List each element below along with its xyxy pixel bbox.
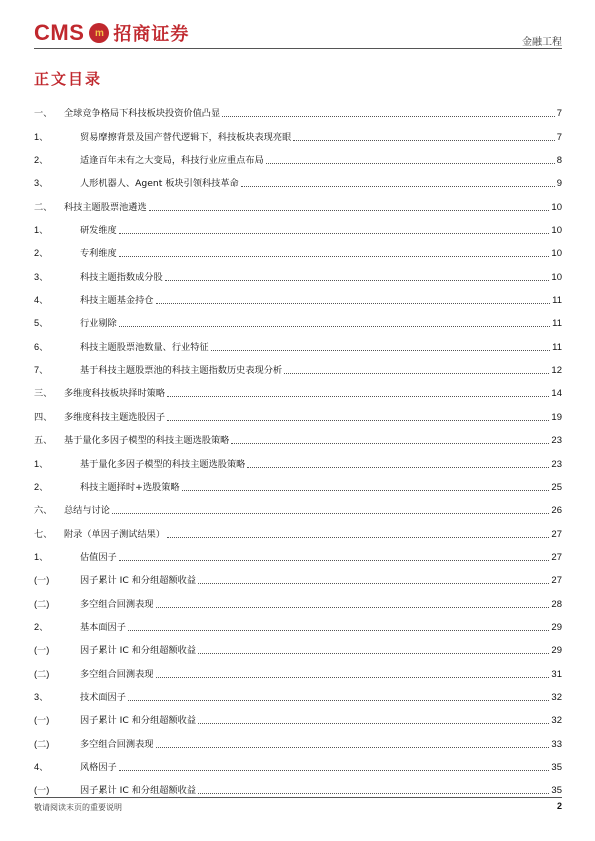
toc-entry[interactable] — [34, 189, 562, 212]
toc-entry[interactable] — [34, 329, 562, 352]
toc-entry-page: 23 — [551, 458, 562, 470]
footer-disclaimer: 敬请阅读末页的重要说明 — [34, 803, 122, 812]
toc-entry-page: 25 — [551, 481, 562, 493]
footer-divider — [34, 797, 562, 798]
toc-entry-number: 1、 — [34, 225, 49, 236]
toc-leader-dots — [128, 700, 549, 701]
toc-leader-dots — [167, 420, 549, 421]
toc-leader-dots — [222, 116, 555, 117]
toc-entry-title[interactable]: 专利维度 — [80, 248, 117, 260]
toc-entry-page: 14 — [551, 388, 562, 400]
toc-entry-title[interactable]: 因子累计 IC 和分组超额收益 — [80, 785, 197, 797]
toc-entry-number: 一、 — [34, 108, 53, 119]
toc-entry-page: 11 — [552, 295, 562, 307]
toc-entry[interactable] — [34, 656, 562, 679]
toc-entry-number: 1、 — [34, 551, 49, 562]
toc-entry-number: 2、 — [34, 155, 49, 166]
toc-entry[interactable] — [34, 353, 562, 376]
toc-entry[interactable] — [34, 516, 562, 539]
toc-entry-number: (一) — [34, 715, 50, 726]
toc-entry-title[interactable]: 多空组合回测表现 — [80, 738, 154, 750]
toc-leader-dots — [119, 560, 550, 561]
toc-entry-title[interactable]: 因子累计 IC 和分组超额收益 — [80, 575, 197, 587]
toc-leader-dots — [198, 723, 549, 724]
toc-entry-number: 五、 — [34, 435, 53, 446]
toc-entry-page: 32 — [551, 691, 562, 703]
toc-entry-page: 29 — [551, 621, 562, 633]
toc-entry-number: 4、 — [34, 761, 49, 772]
toc-entry-number: 4、 — [34, 295, 49, 306]
logo-company-name: 招商证券 — [113, 24, 190, 45]
toc-entry[interactable] — [34, 283, 562, 306]
toc-entry[interactable] — [34, 470, 562, 493]
toc-entry-title[interactable]: 贸易摩擦背景及国产替代逻辑下，科技板块表现亮眼 — [80, 131, 292, 143]
toc-leader-dots — [247, 467, 549, 468]
cms-logo — [34, 18, 189, 48]
toc-entry[interactable] — [34, 166, 562, 189]
toc-entry[interactable] — [34, 680, 562, 703]
toc-entry[interactable] — [34, 633, 562, 656]
toc-entry-number: (二) — [34, 668, 50, 679]
toc-leader-dots — [198, 583, 549, 584]
toc-entry-title[interactable]: 多空组合回测表现 — [80, 668, 154, 680]
toc-entry-page: 27 — [551, 551, 562, 563]
toc-entry-page: 10 — [551, 248, 562, 260]
toc-entry-number: 7、 — [34, 365, 49, 376]
toc-entry-page: 19 — [551, 411, 562, 423]
toc-entry-page: 7 — [556, 108, 562, 120]
report-category: 金融工程 — [522, 37, 562, 48]
toc-entry-page: 27 — [551, 528, 562, 540]
toc-leader-dots — [119, 770, 550, 771]
toc-entry-title[interactable]: 科技主题股票池遴选 — [64, 201, 147, 213]
toc-leader-dots — [266, 163, 555, 164]
toc-entry[interactable] — [34, 586, 562, 609]
toc-entry-number: 2、 — [34, 621, 49, 632]
toc-leader-dots — [182, 490, 550, 491]
toc-entry-title[interactable]: 研发维度 — [80, 225, 117, 237]
toc-entry-page: 10 — [551, 201, 562, 213]
toc-entry-title[interactable]: 科技主题择时+选股策略 — [80, 481, 180, 493]
toc-entry[interactable] — [34, 119, 562, 142]
toc-entry-title[interactable]: 估值因子 — [80, 551, 117, 563]
header-divider — [34, 48, 562, 49]
toc-entry-number: 四、 — [34, 411, 53, 422]
toc-entry-number: 2、 — [34, 248, 49, 259]
toc-entry[interactable] — [34, 236, 562, 259]
toc-entry-number: 3、 — [34, 178, 49, 189]
toc-entry-page: 27 — [551, 575, 562, 587]
page-header — [34, 18, 562, 48]
toc-entry-page: 28 — [551, 598, 562, 610]
toc-entry-title[interactable]: 基本面因子 — [80, 621, 126, 633]
toc-entry[interactable] — [34, 96, 562, 119]
toc-entry-page: 10 — [551, 225, 562, 237]
toc-entry-title[interactable]: 人形机器人、Agent 板块引领科技革命 — [80, 178, 239, 190]
toc-entry-number: (一) — [34, 645, 50, 656]
toc-entry-number: 七、 — [34, 528, 53, 539]
toc-entry-title[interactable]: 技术面因子 — [80, 691, 126, 703]
toc-entry[interactable] — [34, 610, 562, 633]
toc-leader-dots — [211, 350, 551, 351]
toc-entry-title[interactable]: 基于科技主题股票池的科技主题指数历史表现分析 — [80, 365, 283, 377]
toc-leader-dots — [293, 140, 554, 141]
toc-entry[interactable] — [34, 540, 562, 563]
logo-badge-icon: m — [89, 23, 109, 43]
toc-entry-page: 35 — [551, 761, 562, 773]
toc-entry-page: 9 — [556, 178, 562, 190]
toc-leader-dots — [198, 793, 549, 794]
toc-leader-dots — [167, 396, 549, 397]
toc-entry-number: 5、 — [34, 318, 49, 329]
toc-entry-page: 23 — [551, 435, 562, 447]
toc-leader-dots — [149, 210, 550, 211]
toc-leader-dots — [119, 233, 550, 234]
toc-entry-page: 12 — [551, 365, 562, 377]
toc-entry-title[interactable]: 基于量化多因子模型的科技主题选股策略 — [64, 435, 230, 447]
toc-entry-number: 1、 — [34, 131, 49, 142]
toc-leader-dots — [156, 677, 550, 678]
toc-entry-number: 1、 — [34, 458, 49, 469]
toc-entry-title[interactable]: 科技主题基金持仓 — [80, 295, 154, 307]
toc-entry-page: 11 — [552, 341, 562, 353]
toc-leader-dots — [156, 747, 550, 748]
toc-entry-title[interactable]: 多维度科技板块择时策略 — [64, 388, 166, 400]
toc-entry-title[interactable]: 科技主题股票池数量、行业特征 — [80, 341, 209, 353]
toc-entry-title[interactable]: 行业剔除 — [80, 318, 117, 330]
toc-entry-number: 六、 — [34, 505, 53, 516]
toc-entry-number: 2、 — [34, 481, 49, 492]
toc-entry[interactable] — [34, 493, 562, 516]
toc-entry-number: (一) — [34, 785, 50, 796]
toc-entry[interactable] — [34, 259, 562, 282]
toc-entry[interactable] — [34, 750, 562, 773]
toc-entry-title[interactable]: 全球竞争格局下科技板块投资价值凸显 — [64, 108, 221, 120]
toc-entry-page: 32 — [551, 715, 562, 727]
toc-entry[interactable] — [34, 446, 562, 469]
toc-entry-number: (二) — [34, 738, 50, 749]
toc-heading: 正文目录 — [34, 70, 103, 88]
toc-entry-page: 26 — [551, 505, 562, 517]
toc-entry-title[interactable]: 基于量化多因子模型的科技主题选股策略 — [80, 458, 246, 470]
toc-entry[interactable] — [34, 726, 562, 749]
toc-entry-page: 31 — [551, 668, 562, 680]
toc-entry[interactable] — [34, 306, 562, 329]
toc-entry-number: 三、 — [34, 388, 53, 399]
toc-entry[interactable] — [34, 399, 562, 422]
toc-entry-number: 3、 — [34, 271, 49, 282]
toc-entry-page: 10 — [551, 271, 562, 283]
toc-entry[interactable] — [34, 423, 562, 446]
toc-entry-title[interactable]: 总结与讨论 — [64, 505, 110, 517]
toc-entry-page: 8 — [556, 155, 562, 167]
toc-entry-page: 35 — [551, 785, 562, 797]
toc-entry-number: (二) — [34, 598, 50, 609]
toc-entry-number: 6、 — [34, 341, 49, 352]
toc-entry-number: 3、 — [34, 691, 49, 702]
toc-entry-page: 7 — [556, 131, 562, 143]
toc-entry-title[interactable]: 因子累计 IC 和分组超额收益 — [80, 645, 197, 657]
toc-leader-dots — [156, 303, 551, 304]
toc-entry-title[interactable]: 适逢百年未有之大变局，科技行业应重点布局 — [80, 155, 264, 167]
toc-leader-dots — [119, 256, 550, 257]
toc-entry[interactable] — [34, 563, 562, 586]
toc-entry-title[interactable]: 科技主题指数成分股 — [80, 271, 163, 283]
toc-entry[interactable] — [34, 773, 562, 796]
toc-entry-title[interactable]: 多空组合回测表现 — [80, 598, 154, 610]
toc-entry[interactable] — [34, 376, 562, 399]
toc-entry[interactable] — [34, 703, 562, 726]
toc-entry-title[interactable]: 多维度科技主题选股因子 — [64, 411, 166, 423]
toc-entry[interactable] — [34, 213, 562, 236]
toc-leader-dots — [112, 513, 549, 514]
toc-leader-dots — [198, 653, 549, 654]
table-of-contents — [34, 96, 562, 796]
toc-leader-dots — [231, 443, 549, 444]
toc-entry-title[interactable]: 风格因子 — [80, 761, 117, 773]
toc-leader-dots — [128, 630, 549, 631]
toc-entry-page: 11 — [552, 318, 562, 330]
toc-leader-dots — [165, 280, 550, 281]
toc-entry-page: 33 — [551, 738, 562, 750]
toc-entry-number: 二、 — [34, 201, 53, 212]
toc-entry[interactable] — [34, 143, 562, 166]
toc-leader-dots — [156, 607, 550, 608]
toc-leader-dots — [284, 373, 549, 374]
logo-cms-text: CMS — [34, 20, 85, 45]
toc-entry-title[interactable]: 因子累计 IC 和分组超额收益 — [80, 715, 197, 727]
toc-leader-dots — [241, 186, 555, 187]
toc-entry-page: 29 — [551, 645, 562, 657]
page-number: 2 — [556, 801, 562, 811]
toc-leader-dots — [119, 326, 550, 327]
toc-leader-dots — [167, 537, 549, 538]
toc-entry-title[interactable]: 附录（单因子测试结果） — [64, 528, 166, 540]
toc-entry-number: (一) — [34, 575, 50, 586]
